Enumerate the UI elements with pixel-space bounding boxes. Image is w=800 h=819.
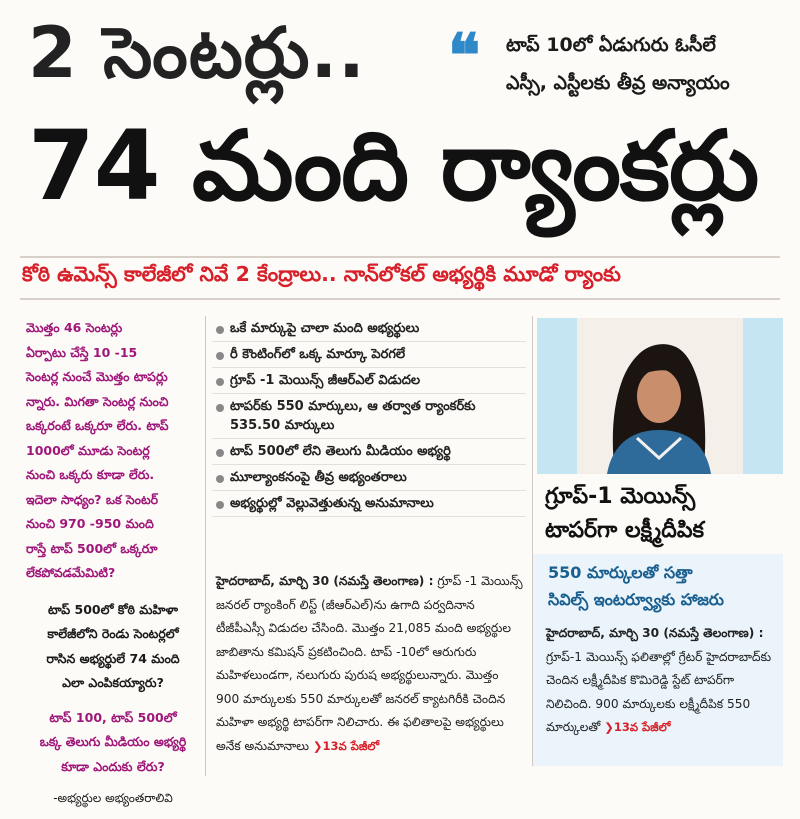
objection-line: లేకపోవడమేమిటి? — [26, 565, 116, 580]
objection-line: నుంచి ఒక్కరు కూడా లేరు. — [26, 467, 155, 482]
sidebar-headline: గ్రూప్-1 మెయిన్స్ — [545, 484, 696, 509]
objections-para2 — [26, 598, 200, 696]
objection-line: టాప్ 100, టాప్ 500లో — [49, 709, 177, 725]
sidebar-story — [546, 622, 774, 740]
signature: -అభ్యర్థుల అభ్యంతరాలివి — [53, 791, 173, 805]
headline-line1: 2 సెంటర్లు.. — [28, 12, 366, 94]
portrait-photo — [537, 318, 783, 474]
headline-line2: 74 మంది ర్యాంకర్లు — [28, 110, 759, 222]
bullet-list — [212, 316, 526, 517]
objection-line: 1000లో మూడు సెంటర్ల — [26, 442, 150, 458]
continued-link[interactable]: ❯13వ పేజీలో — [604, 720, 671, 734]
sidebar-subhead: 550 మార్కులతో సత్తా — [548, 563, 693, 582]
main-story — [216, 570, 524, 758]
objection-line: ఏర్పాటు చేస్తే 10 -15 — [26, 344, 138, 360]
divider — [20, 256, 780, 258]
objection-line: సెంటర్ల నుంచే మొత్తం టాపర్లు — [26, 369, 168, 384]
objection-line: కాలేజీలోని రెండు సెంటర్లలో — [47, 626, 179, 641]
sidebar-dateline: హైదరాబాద్, మార్చి 30 (నమస్తే తెలంగాణ) : — [546, 626, 764, 640]
column-divider — [205, 316, 206, 776]
left-column — [26, 316, 200, 808]
objection-line: ఎలా ఎంపికయ్యారు? — [62, 675, 164, 690]
objection-line: న్నారు. మిగతా సెంటర్ల నుంచి — [26, 393, 169, 409]
objection-line: టాప్ 500లో కోఠి మహిళా — [48, 601, 178, 617]
objection-line: రాస్తే టాప్ 500లో ఒక్కరూ — [26, 540, 158, 556]
objection-line: ఒక్కరంటే ఒక్కరూ లేరు. టాప్ — [26, 418, 169, 433]
bullet-item: ఒకే మార్కుపై చాలా మంది అభ్యర్థులు — [212, 316, 526, 342]
story-body: గ్రూప్ -1 మెయిన్స్ జనరల్ ర్యాంకింగ్ లిస్ట్ (జీఆర్ఎల్)ను ఉగాది పర్వదినాన టీజీపీఎస్సీ విడుదల చేసింది. మొత్తం 21,085 మంది అభ్యర్థుల జాబితాను కమిషన్ ప్రకటించింది. టాప్ -10లో ఆరుగురు మహిళలుండగా, నలుగురు పురుష అభ్యర్థులున్నారు. మొత్తం 900 మార్కులకు 550 మార్కులతో జనరల్ క్యాటగిరీకి చెందిన మహిళా అభ్యర్థి టాపర్‌గా నిలిచారు. ఈ ఫలితాలపై అభ్యర్థులు అనేక అనుమానాలు — [216, 574, 523, 753]
objections-para3 — [26, 706, 200, 780]
bullet-item: టాప్ 500లో లేని తెలుగు మీడియం అభ్యర్థి — [212, 439, 526, 465]
sidebar-body: గ్రూప్-1 మెయిన్స్ ఫలితాల్లో గ్రేటర్ హైదరాబాద్‌కు చెందిన లక్ష్మీదీపిక కొమిరెడ్డి స్టేట్ టాపర్‌గా నిలిచింది. 900 మార్కులకు లక్ష్మీదీపిక 550 మార్కులతో — [546, 649, 772, 734]
bullet-item: రీ కౌంటింగ్‌లో ఒక్క మార్కూ పెరగలే — [212, 342, 526, 368]
objection-line: ఒక్క తెలుగు మీడియం అభ్యర్థి — [39, 734, 187, 749]
divider — [20, 298, 780, 300]
objection-line: ఇదెలా సాధ్యం? ఒక సెంటర్ — [26, 491, 159, 507]
story-dateline: హైదరాబాద్, మార్చి 30 (నమస్తే తెలంగాణ) : — [216, 574, 434, 588]
bullet-item: గ్రూప్ -1 మెయిన్స్ జీఆర్ఎల్ విడుదల — [212, 368, 526, 394]
sidebar-headline: టాపర్‌గా లక్ష్మీదీపిక — [545, 518, 704, 543]
sidebar-subhead: సివిల్స్ ఇంటర్వ్యూకు హాజరు — [548, 590, 724, 609]
bullet-item: టాపర్‌కు 550 మార్కులు, ఆ తర్వాత ర్యాంకర్‌కు 535.50 మార్కులు — [212, 394, 526, 439]
objection-line: నుంచి 970 -950 మంది — [26, 516, 154, 531]
quote-line2: ఎస్సీ, ఎస్టీలకు తీవ్ర అన్యాయం — [506, 72, 730, 94]
objection-line: కూడా ఎందుకు లేరు? — [61, 758, 165, 774]
objection-line: మొత్తం 46 సెంటర్లు — [26, 320, 123, 335]
bullet-item: అభ్యర్థుల్లో వెల్లువెత్తుతున్న అనుమానాలు — [212, 491, 526, 517]
portrait-photo-svg — [537, 318, 783, 474]
subheadline: కోఠి ఉమెన్స్ కాలేజీలో నివే 2 కేంద్రాలు.. నాన్‌లోకల్ అభ్యర్థికి మూడో ర్యాంకు — [22, 262, 621, 286]
quote-icon: ❝ — [448, 21, 481, 91]
bullet-item: మూల్యాంకనంపై తీవ్ర అభ్యంతరాలు — [212, 465, 526, 491]
objection-line: రాసిన అభ్యర్థులే 74 మంది — [46, 650, 180, 666]
objections-para1 — [26, 316, 200, 586]
quote-line1: టాప్ 10లో ఏడుగురు ఓసీలే — [506, 34, 716, 56]
continued-link[interactable]: ❯13వ పేజీలో — [312, 738, 380, 753]
